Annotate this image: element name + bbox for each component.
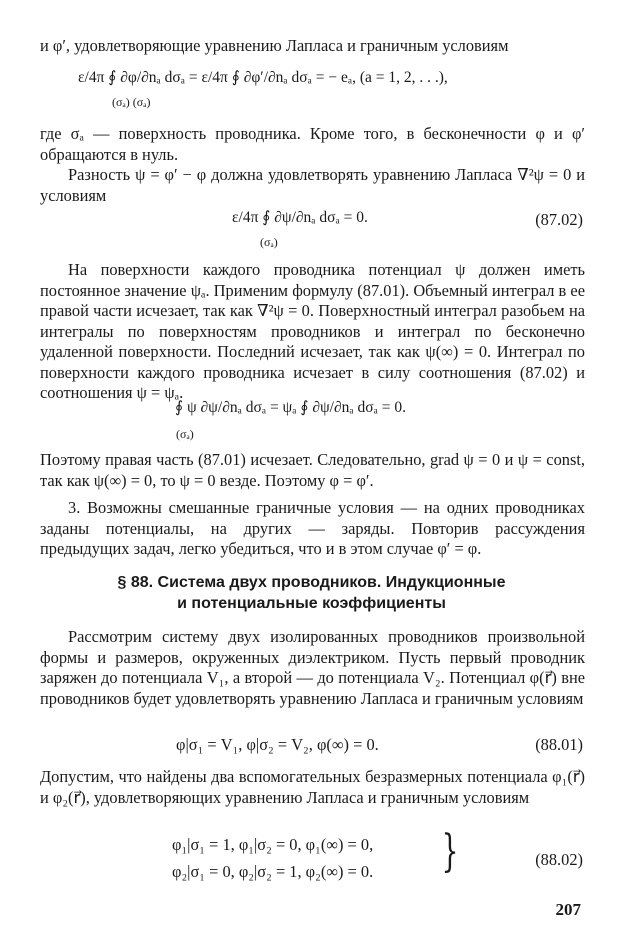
paragraph: На поверхности каждого проводника потенциал ψ должен иметь постоянное значение ψₐ. Применим формулу (87.01). Объемный интеграл в ее правой части исчезает, так как ∇²ψ = 0. Поверхностный интеграл разобьем на интегралы по поверхностям проводников и интеграл по бесконечно удаленной поверхности. Последний исчезает, так как ψ(∞) = 0. Интеграл по поверхности каждого проводника исчезает в силу соотношения (87.02) и соотношения ψ = ψₐ.	[40, 260, 585, 402]
text-line: и φ′, удовлетворяющие уравнению Лапласа и граничным условиям	[40, 36, 509, 55]
equation: ε/4π ∮ ∂φ/∂nₐ dσₐ = ε/4π ∮ ∂φ′/∂nₐ dσₐ = − eₐ, (a = 1, 2, . . .),	[78, 69, 448, 86]
paragraph: Разность ψ = φ′ − φ должна удовлетворять уравнению Лапласа ∇²ψ = 0 и условиям	[40, 165, 585, 205]
paragraph: Допустим, что найдены два вспомогательных безразмерных потенциала φ₁(r⃗) и φ₂(r⃗), удовлетворяющих уравнению Лапласа и граничным условиям	[40, 767, 585, 807]
equation: ε/4π ∮ ∂ψ/∂nₐ dσₐ = 0.	[232, 209, 368, 226]
paragraph: где σₐ — поверхность проводника. Кроме того, в бесконечности φ и φ′ обращаются в нуль.	[40, 124, 585, 164]
section-heading: и потенциальные коэффициенты	[177, 595, 446, 612]
integral-domain: (σₐ)	[176, 427, 194, 441]
equation-number: (88.02)	[535, 850, 583, 869]
paragraph: Поэтому правая часть (87.01) исчезает. Следовательно, grad ψ = 0 и ψ = const, так как ψ(∞) = 0, то ψ = 0 везде. Поэтому φ = φ′.	[40, 450, 585, 490]
equation: φ₂|σ₁ = 0, φ₂|σ₂ = 1, φ₂(∞) = 0.	[172, 862, 374, 881]
equation-number: (87.02)	[535, 210, 583, 229]
paragraph: Рассмотрим систему двух изолированных проводников произвольной формы и размеров, окруженных диэлектриком. Пусть первый проводник заряжен до потенциала V₁, а второй — до потенциала V₂. Потенциал φ(r⃗) вне проводников будет удовлетворять уравнению Лапласа и граничным условиям	[40, 627, 585, 708]
equation: φ|σ₁ = V₁, φ|σ₂ = V₂, φ(∞) = 0.	[176, 735, 379, 754]
equation-number: (88.01)	[535, 735, 583, 754]
paragraph: 3. Возможны смешанные граничные условия — на одних проводниках заданы потенциалы, на других — заряды. Повторив рассуждения предыдущих задач, легко убедиться, что и в этом случае φ′ = φ.	[40, 498, 585, 558]
equation: φ₁|σ₁ = 1, φ₁|σ₂ = 0, φ₁(∞) = 0,	[172, 835, 374, 854]
brace-symbol: }	[441, 826, 459, 877]
integral-domain: (σₐ)	[260, 235, 278, 249]
equation: ∮ ψ ∂ψ/∂nₐ dσₐ = ψₐ ∮ ∂ψ/∂nₐ dσₐ = 0.	[175, 399, 406, 416]
section-heading: § 88. Система двух проводников. Индукционные	[117, 574, 506, 591]
page-number: 207	[555, 900, 581, 919]
integral-domain: (σₐ) (σₐ)	[112, 95, 151, 109]
